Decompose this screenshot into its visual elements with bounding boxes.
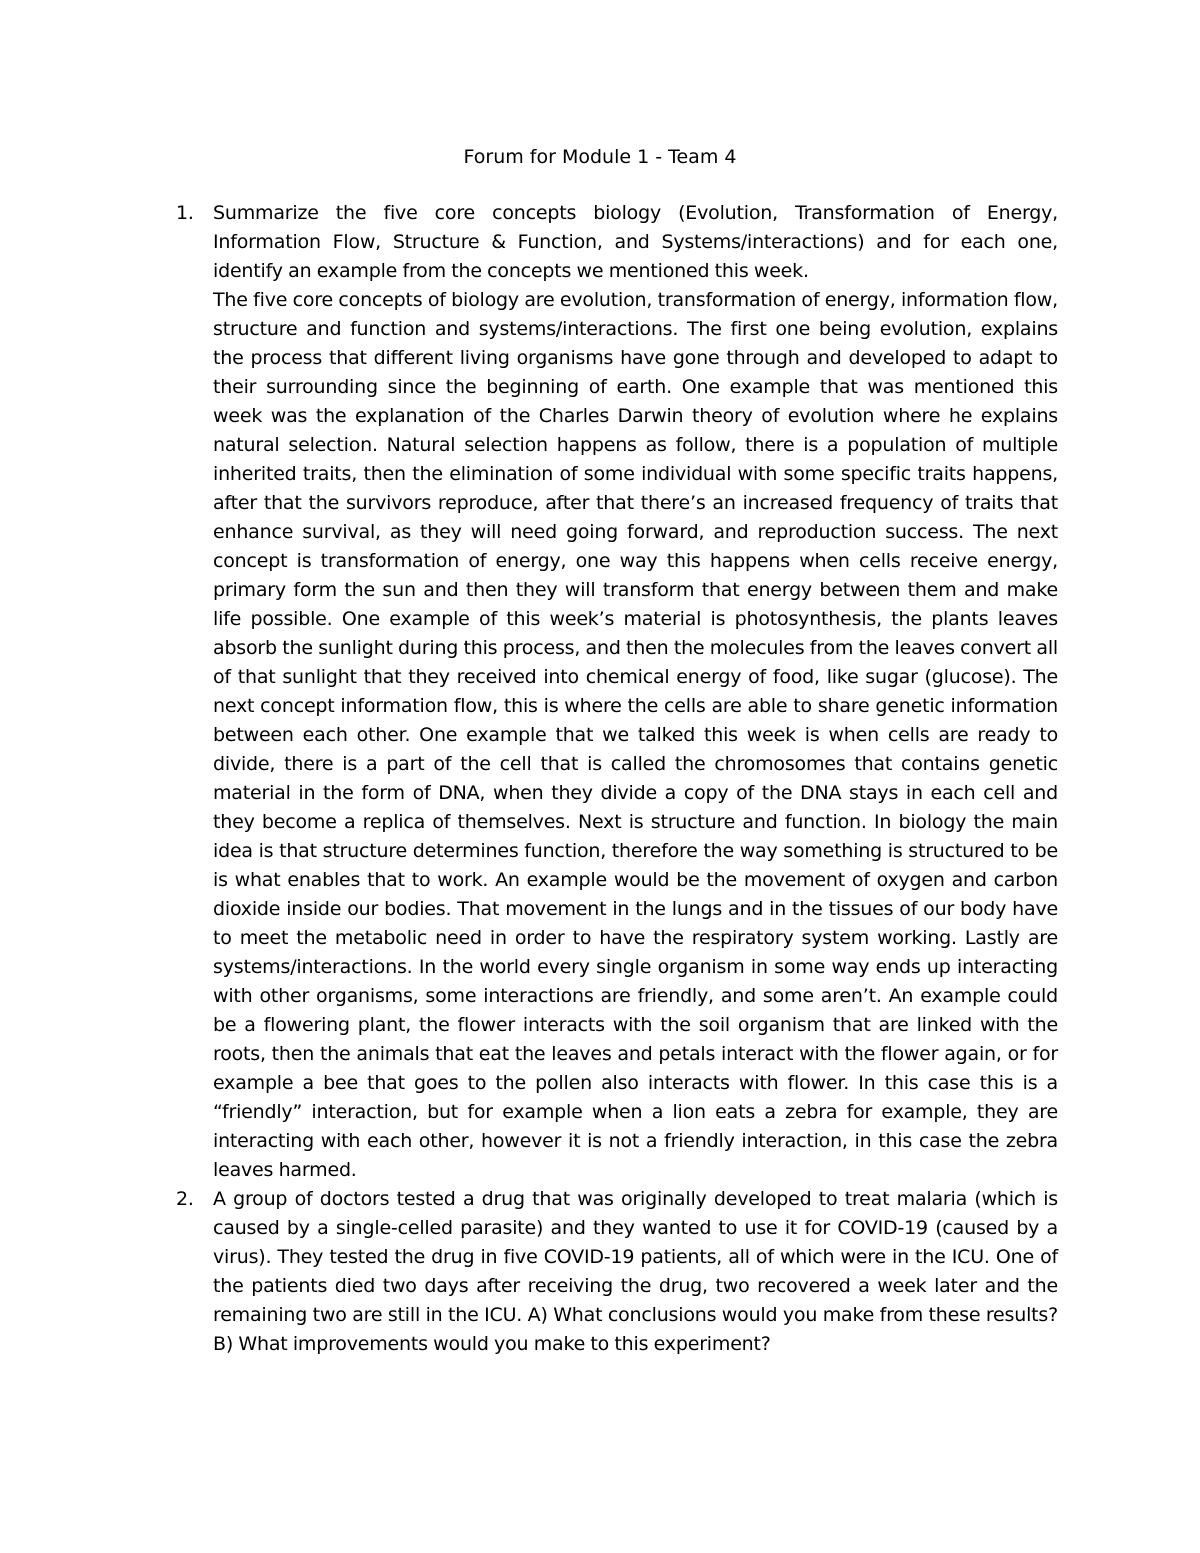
question-number: 2. [176, 1188, 194, 1210]
question-item-2 [168, 1185, 1058, 1359]
question-item-1 [168, 199, 1058, 1185]
question-answer: The five core concepts of biology are evolution, transformation of energy, information flow, structure and function and systems/interactions. The first one being evolution, explains the process that different living organisms have gone through and developed to adapt to their surrounding since the beginning of earth. One example that was mentioned this week was the explanation of the Charles Darwin theory of evolution where he explains natural selection. Natural selection happens as follow, there is a population of multiple inherited traits, then the elimination of some individual with some specific traits happens, after that the survivors reproduce, after that there’s an increased frequency of traits that enhance survival, as they will need going forward, and reproduction success. The next concept is transformation of energy, one way this happens when cells receive energy, primary form the sun and then they will transform that energy between them and make life possible. One example of this week’s material is photosynthesis, the plants leaves absorb the sunlight during this process, and then the molecules from the leaves convert all of that sunlight that they received into chemical energy of food, like sugar (glucose). The next concept information flow, this is where the cells are able to share genetic information between each other. One example that we talked this week is when cells are ready to divide, there is a part of the cell that is called the chromosomes that contains genetic material in the form of DNA, when they divide a copy of the DNA stays in each cell and they become a replica of themselves. Next is structure and function. In biology the main idea is that structure determines function, therefore the way something is structured to be is what enables that to work. An example would be the movement of oxygen and carbon dioxide inside our bodies. That movement in the lungs and in the tissues of our body have to meet the metabolic need in order to have the respiratory system working. Lastly are systems/interactions. In the world every single organism in some way ends up interacting with other organisms, some interactions are friendly, and some aren’t. An example could be a flowering plant, the flower interacts with the soil organism that are linked with the roots, then the animals that eat the leaves and petals interact with the flower again, or for example a bee that goes to the pollen also interacts with flower. In this case this is a “friendly” interaction, but for example when a lion eats a zebra for example, they are interacting with each other, however it is not a friendly interaction, in this case the zebra leaves harmed. [213, 289, 1058, 1181]
question-prompt: Summarize the five core concepts biology (Evolution, Transformation of Energy, Information Flow, Structure & Function, and Systems/interactions) and for each one, identify an example from the concepts we mentioned this week. [213, 202, 1058, 282]
question-number: 1. [176, 202, 194, 224]
question-list [168, 199, 1058, 1359]
document-title: Forum for Module 1 - Team 4 [463, 146, 737, 168]
question-prompt: A group of doctors tested a drug that was originally developed to treat malaria (which is caused by a single-celled parasite) and they wanted to use it for COVID-19 (caused by a virus). They tested the drug in five COVID-19 patients, all of which were in the ICU. One of the patients died two days after receiving the drug, two recovered a week later and the remaining two are still in the ICU. A) What conclusions would you make from these results? B) What improvements would you make to this experiment? [213, 1188, 1058, 1355]
